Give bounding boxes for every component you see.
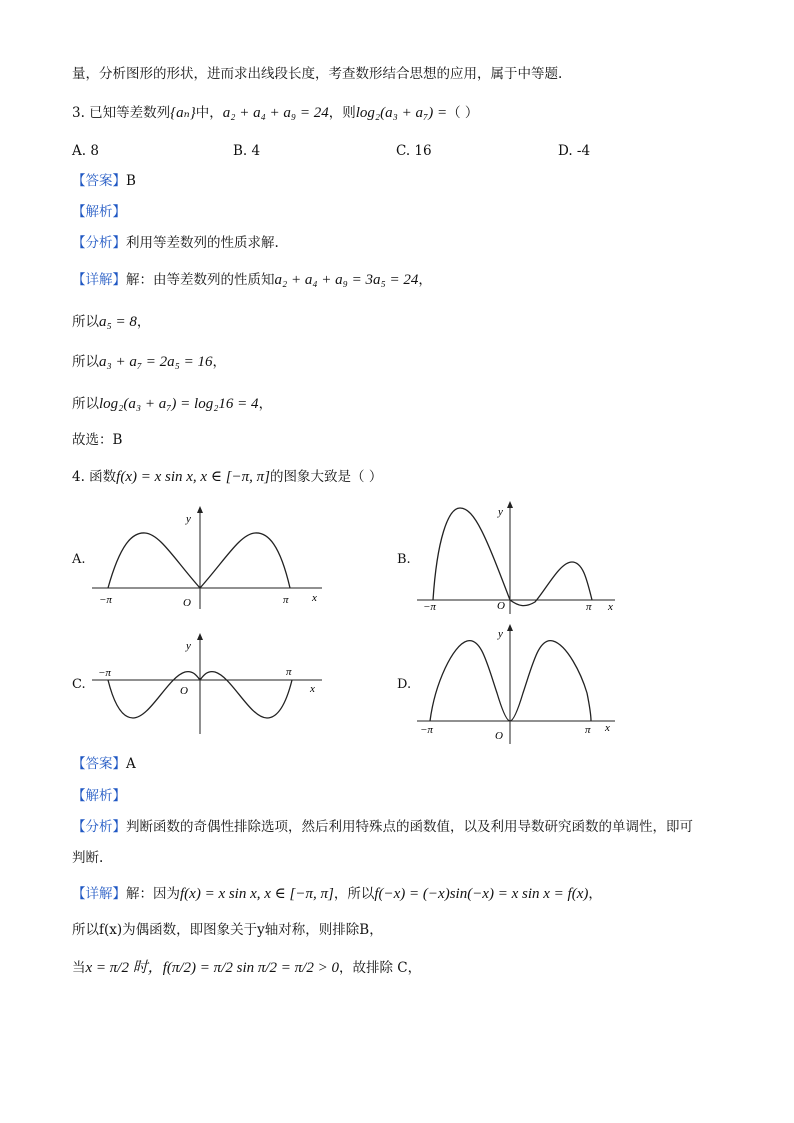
q4-last-suffix: ，故排除 C， — [338, 960, 422, 976]
q3-step1 — [72, 312, 150, 332]
neg-pi-label: −π — [423, 601, 436, 613]
q4-detail-math2: f(−x) = (−x)sin(−x) = x sin x = f(x) — [374, 886, 589, 902]
q4-detail-text: 解：因为 — [126, 886, 180, 902]
q4-option-d-label: D. — [397, 677, 412, 692]
q4-fenxi-tag: 【分析】 — [72, 819, 126, 835]
pi-label: π — [286, 666, 292, 678]
q4-detail-end: ， — [588, 886, 602, 902]
q4-fenxi-line1 — [72, 817, 693, 837]
q3-step1-end: ， — [136, 314, 151, 330]
q3-stem — [72, 103, 478, 123]
q4-answer-line — [72, 754, 136, 774]
q4-answer-tag: 【答案】 — [72, 756, 126, 772]
q4-detail-math1: f(x) = x sin x, x ∈ [−π, π] — [180, 886, 334, 902]
y-label: y — [186, 640, 191, 652]
neg-pi-label: −π — [420, 724, 433, 736]
q3-step2-prefix: 所以 — [72, 354, 99, 370]
q4-graph-b — [415, 500, 620, 615]
q3-detail-end: ， — [418, 272, 432, 288]
q3-option-b: B. 4 — [233, 143, 261, 159]
y-axis-arrow-icon — [197, 633, 203, 640]
q4-stem — [72, 467, 382, 487]
q3-answer-tag: 【答案】 — [72, 173, 126, 189]
q3-fenxi-tag: 【分析】 — [72, 235, 126, 251]
pi-label: π — [585, 724, 591, 736]
q4-fenxi-line2: 判断. — [72, 850, 104, 866]
x-label: x — [310, 683, 315, 695]
q4-option-b-label: B. — [397, 552, 411, 567]
origin-label: O — [180, 685, 188, 697]
q4-analysis-tag — [72, 786, 126, 806]
q4-stem-suffix: 的图象大致是（ ） — [270, 469, 383, 485]
q4-stem-prefix: 4. 函数 — [72, 469, 117, 485]
neg-pi-label: −π — [98, 667, 111, 679]
q3-detail-text: 解：由等差数列的性质知 — [126, 272, 275, 288]
origin-label: O — [497, 600, 505, 612]
q3-stem-prefix: 3. 已知等差数列 — [72, 105, 171, 121]
q3-answer: B — [126, 173, 136, 189]
q4-even-line: 所以f(x)为偶函数，即图象关于y轴对称，则排除B， — [72, 922, 383, 938]
q3-detail-tag: 【详解】 — [72, 272, 126, 288]
intro-line: 量，分析图形的形状，进而求出线段长度，考查数形结合思想的应用，属于中等题. — [72, 66, 563, 82]
q3-condition: a₂ + a₄ + a₉ = 24 — [222, 105, 329, 121]
q3-step1-math: a₅ = 8 — [99, 314, 137, 330]
q3-blank: （ ） — [447, 105, 479, 121]
y-axis-arrow-icon — [507, 501, 513, 508]
q3-fenxi: 利用等差数列的性质求解. — [126, 235, 279, 251]
origin-label: O — [495, 730, 503, 742]
q4-option-a-label: A. — [72, 552, 86, 567]
q4-answer: A — [126, 756, 136, 772]
q3-option-a: A. 8 — [72, 143, 99, 159]
q3-step3-prefix: 所以 — [72, 396, 99, 412]
curve — [433, 508, 592, 606]
q3-step3-math: log₂(a₃ + a₇) = log₂16 = 4 — [99, 396, 259, 412]
q3-stem-mid2: ，则 — [328, 105, 356, 121]
q4-graph-d — [415, 623, 620, 745]
q3-step2 — [72, 352, 226, 372]
q4-last-line — [72, 958, 421, 978]
neg-pi-label: −π — [99, 594, 112, 606]
q3-choose: 故选：B — [72, 432, 123, 448]
q4-graph-c — [90, 632, 330, 737]
q3-fenxi-line — [72, 233, 279, 253]
q4-detail-line — [72, 884, 602, 904]
q3-answer-line — [72, 171, 136, 191]
curve — [108, 533, 290, 588]
q3-step3 — [72, 394, 272, 414]
q4-analysis-label: 【解析】 — [72, 788, 126, 804]
y-axis-arrow-icon — [507, 624, 513, 631]
y-label: y — [186, 513, 191, 525]
q3-option-c: C. 16 — [396, 143, 432, 159]
q3-analysis-tag — [72, 202, 126, 222]
q3-detail-line — [72, 270, 432, 290]
origin-label: O — [183, 597, 191, 609]
y-label: y — [498, 506, 503, 518]
q3-step1-prefix: 所以 — [72, 314, 99, 330]
q4-graph-a — [90, 505, 330, 610]
q4-detail-mid: ，所以 — [333, 886, 375, 902]
y-axis-arrow-icon — [197, 506, 203, 513]
q3-detail-math: a₂ + a₄ + a₉ = 3a₅ = 24 — [274, 272, 419, 288]
x-label: x — [605, 722, 610, 734]
q3-step3-end: ， — [258, 396, 273, 412]
q4-function: f(x) = x sin x, x ∈ [−π, π] — [116, 469, 271, 485]
y-label: y — [498, 628, 503, 640]
q3-analysis-label: 【解析】 — [72, 204, 126, 220]
q4-last-prefix: 当 — [72, 960, 86, 976]
q3-stem-mid: 中， — [195, 105, 223, 121]
q4-last-math: x = π/2 时，f(π/2) = π/2 sin π/2 = π/2 > 0 — [85, 960, 339, 976]
q3-expression: log₂(a₃ + a₇) = — [355, 105, 448, 121]
q3-step2-end: ， — [212, 354, 227, 370]
pi-label: π — [586, 601, 592, 613]
q4-detail-tag: 【详解】 — [72, 886, 126, 902]
q3-option-d: D. -4 — [558, 143, 591, 159]
q4-fenxi-1: 判断函数的奇偶性排除选项，然后利用特殊点的函数值，以及利用导数研究函数的单调性，即可 — [126, 819, 693, 835]
pi-label: π — [283, 594, 289, 606]
q3-step2-math: a₃ + a₇ = 2a₅ = 16 — [99, 354, 213, 370]
q3-sequence: {aₙ} — [170, 105, 196, 121]
q4-option-c-label: C. — [72, 677, 86, 692]
x-label: x — [608, 601, 613, 613]
x-label: x — [312, 592, 317, 604]
